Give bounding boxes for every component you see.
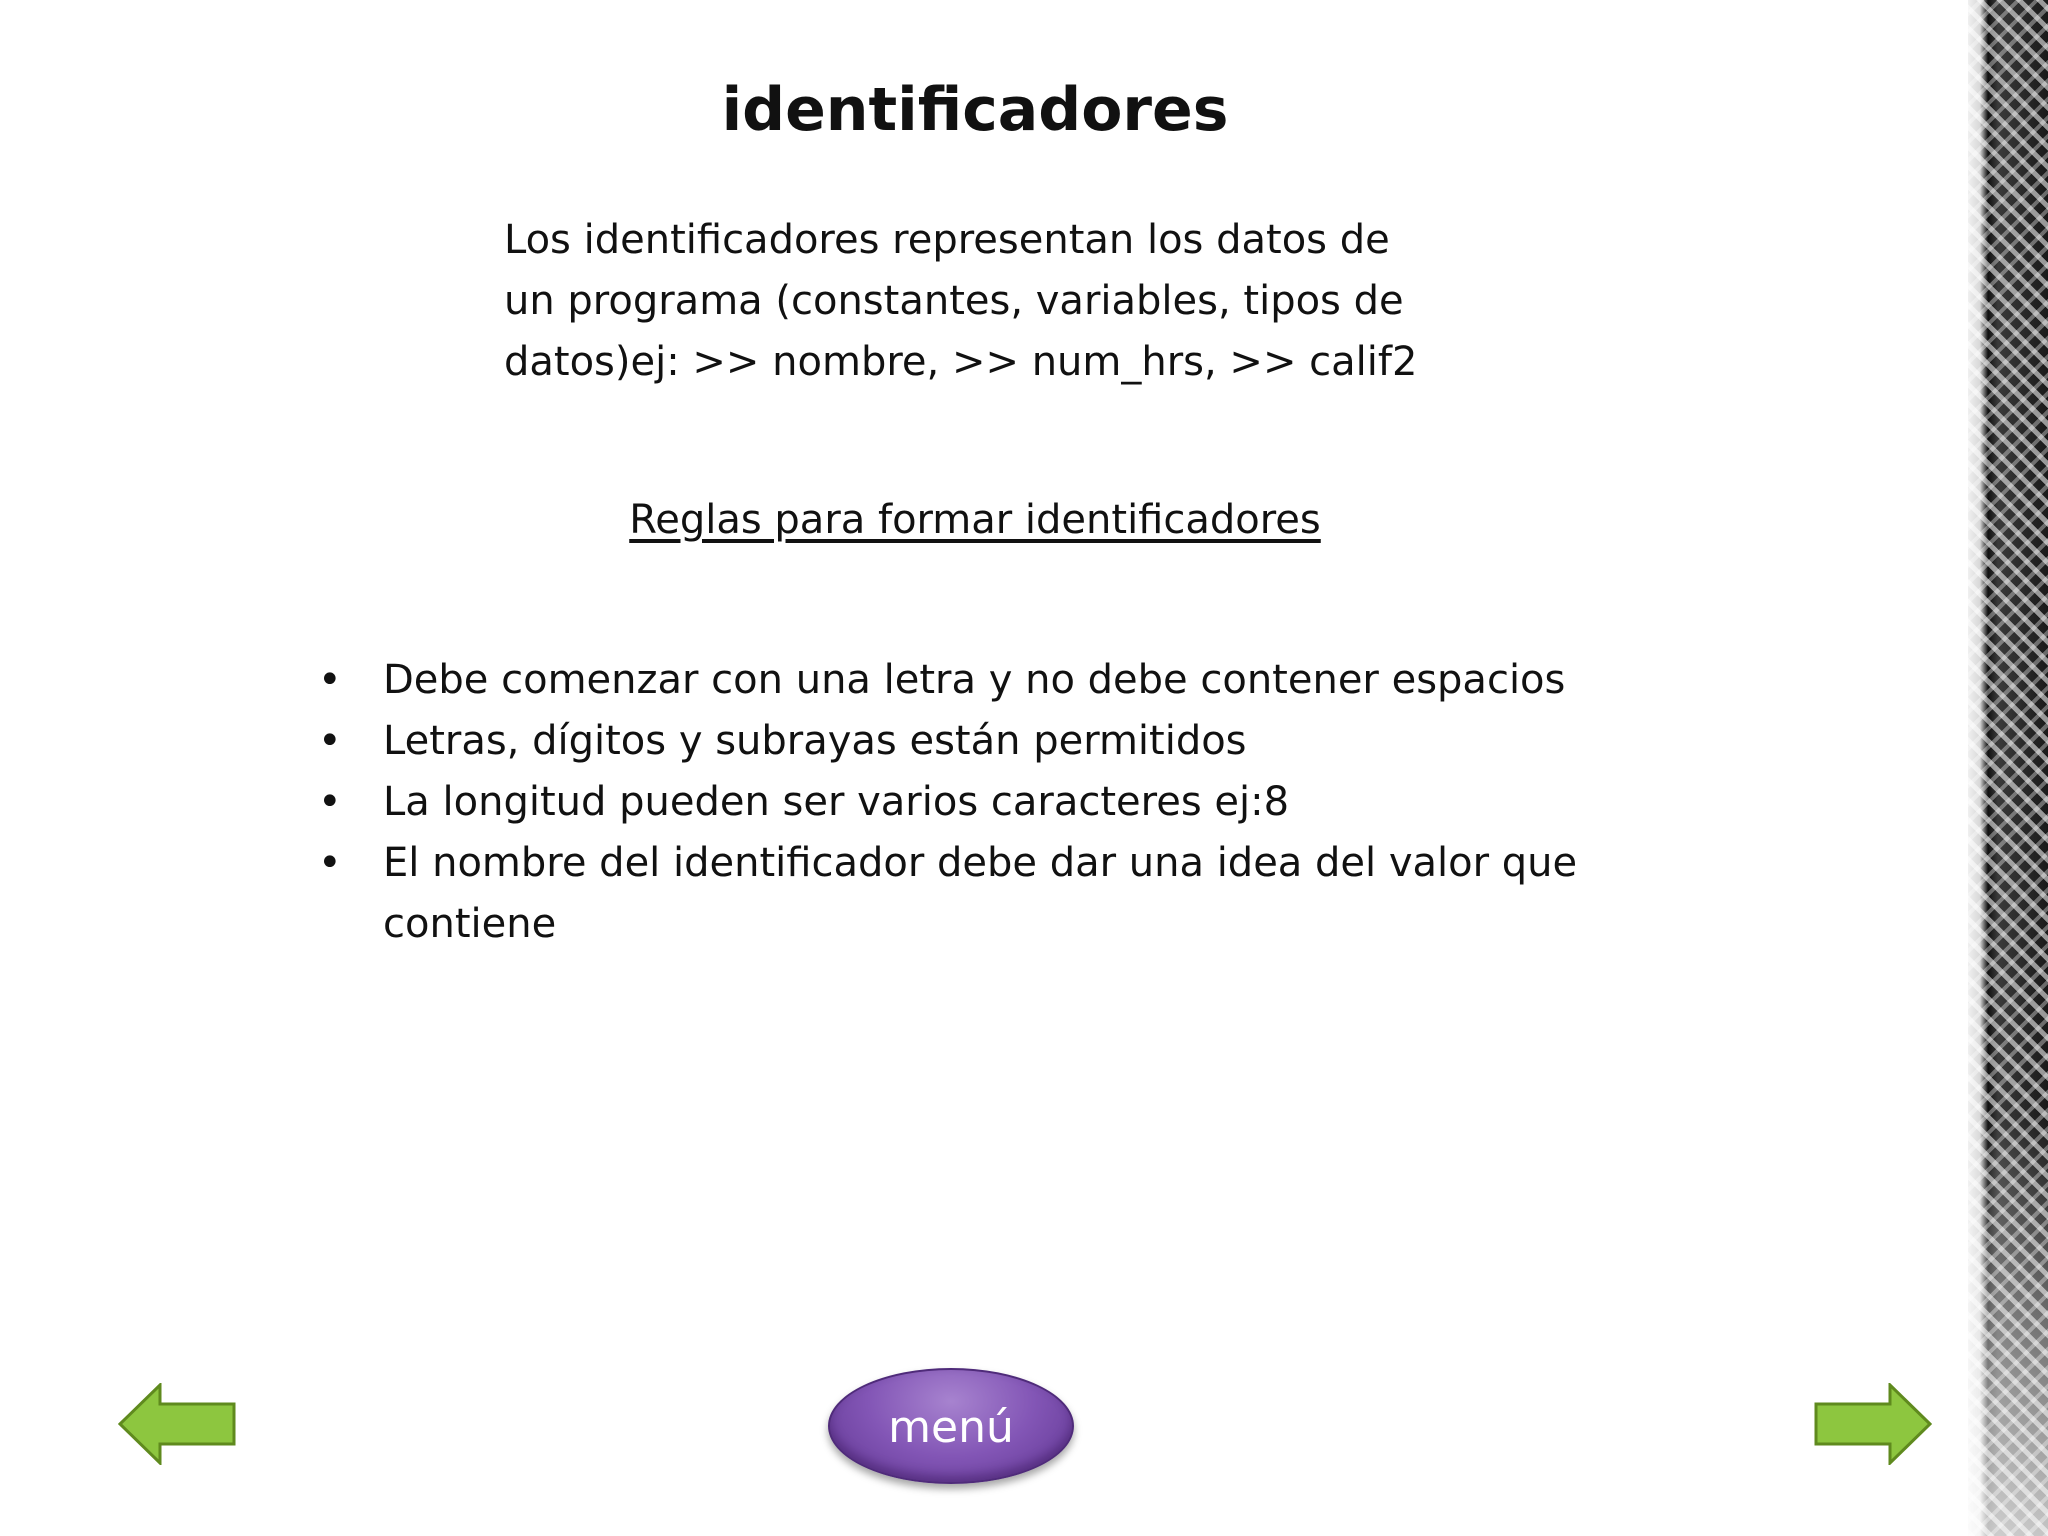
next-slide-button[interactable]	[1812, 1383, 1932, 1465]
rules-heading-text: Reglas para formar identificadores	[629, 497, 1321, 543]
intro-line: Los identificadores representan los datos de	[504, 217, 1390, 263]
menu-button[interactable]: menú	[828, 1368, 1074, 1484]
bullet-icon: •	[318, 657, 342, 703]
rule-item	[310, 711, 1650, 772]
right-arrow-icon	[1812, 1383, 1932, 1465]
rule-item	[310, 833, 1650, 955]
intro-line: un programa (constantes, variables, tipos de	[504, 278, 1404, 324]
rule-item	[310, 772, 1650, 833]
rule-item	[310, 650, 1650, 711]
decorative-right-border	[1968, 0, 2048, 1536]
rule-text: El nombre del identificador debe dar una idea del valor que contiene	[383, 840, 1578, 947]
rule-text: Letras, dígitos y subrayas están permitidos	[383, 718, 1247, 764]
rule-text: La longitud pueden ser varios caracteres ej:8	[383, 779, 1290, 825]
rules-list	[310, 650, 1650, 955]
bullet-icon: •	[318, 718, 342, 764]
slide-title: identificadores	[721, 75, 1229, 145]
rule-text: Debe comenzar con una letra y no debe contener espacios	[383, 657, 1566, 703]
bullet-icon: •	[318, 779, 342, 825]
intro-paragraph	[504, 210, 1484, 393]
bullet-icon: •	[318, 840, 342, 886]
left-arrow-icon	[118, 1383, 238, 1465]
previous-slide-button[interactable]	[118, 1383, 238, 1465]
intro-line: datos)ej: >> nombre, >> num_hrs, >> calif2	[504, 339, 1418, 385]
rules-heading	[0, 490, 1950, 550]
